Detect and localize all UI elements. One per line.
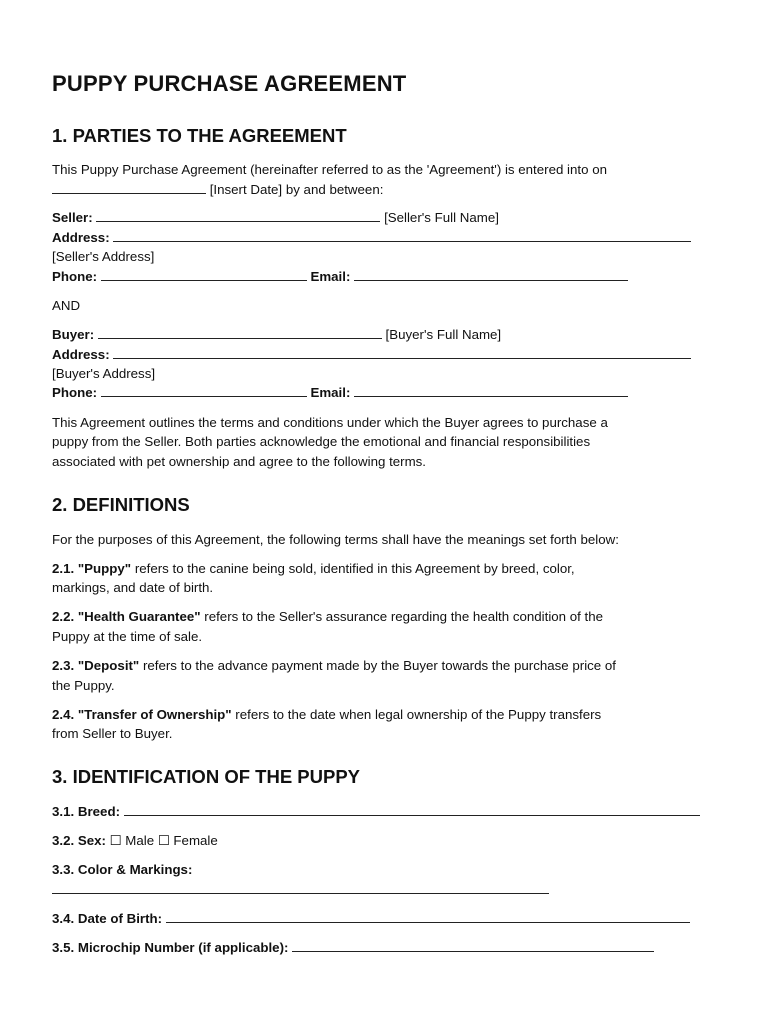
definitions-intro: For the purposes of this Agreement, the following terms shall have the meanings set forth below:: [52, 532, 619, 547]
buyer-address-hint: [Buyer's Address]: [52, 366, 156, 381]
seller-line: [52, 208, 499, 228]
sex-label: 3.2. Sex:: [52, 833, 106, 848]
definition-transfer: [52, 705, 601, 725]
seller-address-line: [52, 228, 691, 248]
buyer-address-line: [52, 345, 691, 365]
definition-text: refers to the advance payment made by the Buyer towards the purchase price of: [139, 658, 616, 673]
buyer-email-blank[interactable]: [354, 384, 628, 397]
outline-line-3: associated with pet ownership and agree to the following terms.: [52, 454, 427, 469]
microchip-line: [52, 938, 654, 958]
seller-phone-blank[interactable]: [101, 268, 307, 281]
intro-line-1: This Puppy Purchase Agreement (hereinafter referred to as the 'Agreement') is entered into on: [52, 162, 607, 177]
breed-blank[interactable]: [124, 803, 700, 816]
outline-line-2: puppy from the Seller. Both parties acknowledge the emotional and financial responsibilities: [52, 434, 591, 449]
definition-health-guarantee: [52, 607, 603, 627]
female-checkbox[interactable]: ☐ Female: [157, 833, 218, 848]
seller-address-label: Address:: [52, 230, 110, 245]
breed-line: [52, 802, 700, 822]
definition-term: 2.3. "Deposit": [52, 658, 140, 673]
male-checkbox[interactable]: ☐ Male: [109, 833, 155, 848]
dob-label: 3.4. Date of Birth:: [52, 911, 163, 926]
definition-deposit: [52, 656, 616, 676]
definition-term: 2.1. "Puppy": [52, 561, 132, 576]
seller-phone-label: Phone:: [52, 269, 98, 284]
definition-transfer-cont: from Seller to Buyer.: [52, 726, 173, 741]
and-separator: AND: [52, 298, 81, 313]
date-hint: [Insert Date] by and between:: [209, 182, 384, 197]
color-markings-blank[interactable]: [52, 881, 549, 894]
buyer-address-label: Address:: [52, 347, 110, 362]
buyer-line: [52, 325, 501, 345]
buyer-name-blank[interactable]: [98, 326, 382, 339]
seller-email-blank[interactable]: [354, 268, 628, 281]
buyer-label: Buyer:: [52, 327, 95, 342]
seller-contact-line: [52, 267, 628, 287]
seller-label: Seller:: [52, 210, 93, 225]
microchip-label: 3.5. Microchip Number (if applicable):: [52, 940, 289, 955]
seller-name-hint: [Seller's Full Name]: [384, 210, 499, 225]
date-blank[interactable]: [52, 181, 206, 194]
definition-puppy-cont: markings, and date of birth.: [52, 580, 214, 595]
section-2-heading: 2. DEFINITIONS: [52, 494, 190, 515]
seller-email-label: Email:: [310, 269, 351, 284]
dob-line: [52, 909, 690, 929]
definition-deposit-cont: the Puppy.: [52, 678, 115, 693]
buyer-phone-label: Phone:: [52, 385, 98, 400]
intro-line-2: [52, 180, 383, 200]
dob-blank[interactable]: [166, 910, 690, 923]
section-3-heading: 3. IDENTIFICATION OF THE PUPPY: [52, 766, 361, 787]
definition-term: 2.4. "Transfer of Ownership": [52, 707, 232, 722]
color-markings-label: [52, 860, 192, 880]
buyer-email-label: Email:: [310, 385, 351, 400]
definition-health-guarantee-cont: Puppy at the time of sale.: [52, 629, 203, 644]
seller-address-blank[interactable]: [113, 229, 691, 242]
definition-text: refers to the canine being sold, identified in this Agreement by breed, color,: [131, 561, 575, 576]
buyer-phone-blank[interactable]: [101, 384, 307, 397]
seller-name-blank[interactable]: [96, 209, 380, 222]
buyer-name-hint: [Buyer's Full Name]: [385, 327, 502, 342]
color-markings-line: [52, 880, 549, 900]
microchip-blank[interactable]: [292, 939, 654, 952]
breed-label: 3.1. Breed:: [52, 804, 120, 819]
outline-line-1: This Agreement outlines the terms and conditions under which the Buyer agrees to purchase a: [52, 415, 608, 430]
buyer-contact-line: [52, 383, 628, 403]
definition-puppy: [52, 559, 575, 579]
seller-address-hint: [Seller's Address]: [52, 249, 155, 264]
document-title: PUPPY PURCHASE AGREEMENT: [52, 71, 407, 96]
section-1-heading: 1. PARTIES TO THE AGREEMENT: [52, 125, 347, 146]
color-markings-label-text: 3.3. Color & Markings:: [52, 862, 193, 877]
definition-term: 2.2. "Health Guarantee": [52, 609, 201, 624]
buyer-address-blank[interactable]: [113, 346, 691, 359]
definition-text: refers to the date when legal ownership of the Puppy transfers: [231, 707, 602, 722]
sex-line: [52, 831, 218, 851]
definition-text: refers to the Seller's assurance regarding the health condition of the: [200, 609, 604, 624]
